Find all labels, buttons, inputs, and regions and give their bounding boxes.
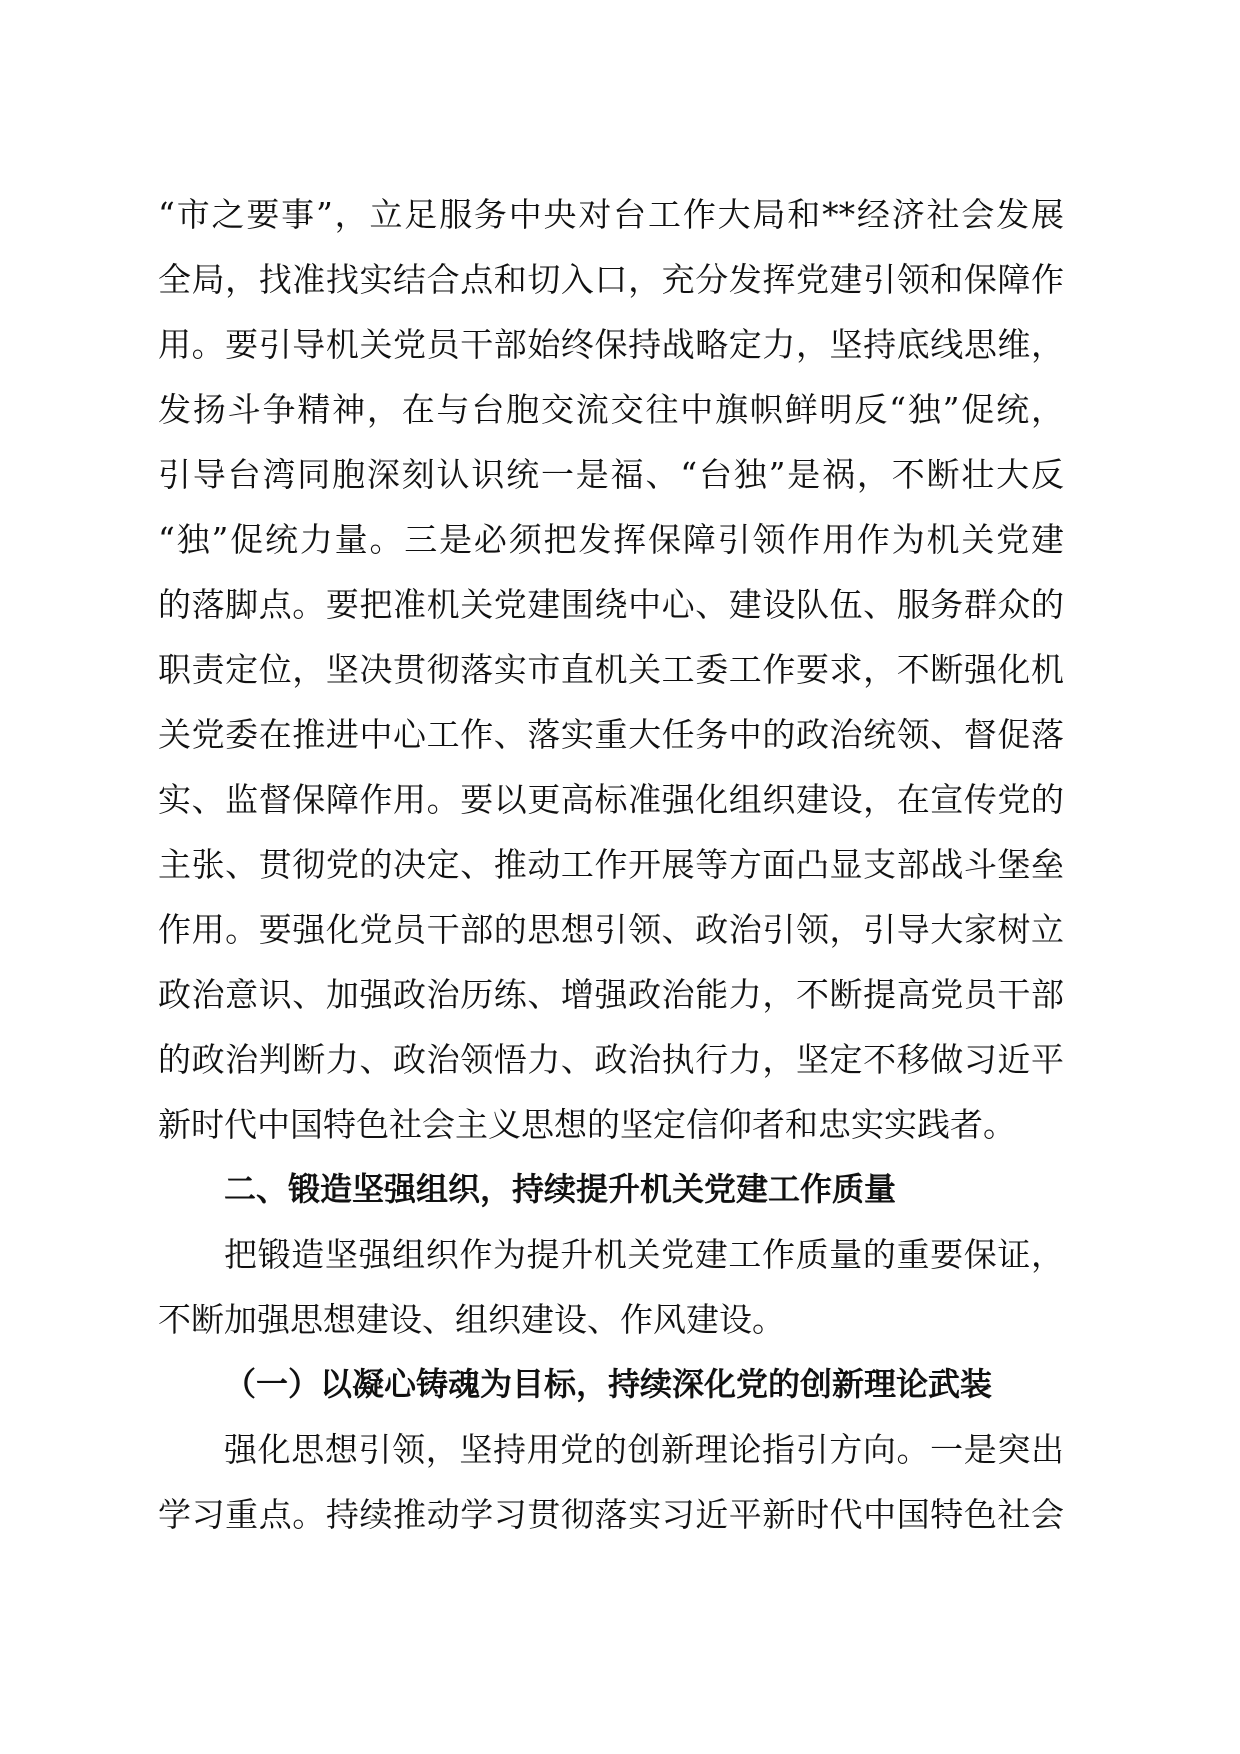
- text-line: 实、监督保障作用。要以更高标准强化组织建设，在宣传党的: [158, 780, 1064, 819]
- text-line: 强化思想引领，坚持用党的创新理论指引方向。一是突出: [224, 1430, 1064, 1469]
- text-line: 政治意识、加强政治历练、增强政治能力，不断提高党员干部: [158, 975, 1064, 1014]
- subsection-heading: （一）以凝心铸魂为目标，持续深化党的创新理论武装: [224, 1365, 993, 1403]
- text-line: 的政治判断力、政治领悟力、政治执行力，坚定不移做习近平: [158, 1040, 1064, 1079]
- paragraph-2: [158, 1222, 1064, 1352]
- text-line: 的落脚点。要把准机关党建围绕中心、建设队伍、服务群众的: [158, 585, 1064, 624]
- text-line: “独”促统力量。三是必须把发挥保障引领作用作为机关党建: [158, 520, 1064, 559]
- document-body: [158, 182, 1064, 1547]
- text-line: 引导台湾同胞深刻认识统一是福、“台独”是祸，不断壮大反: [158, 455, 1064, 494]
- text-line: 主张、贯彻党的决定、推动工作开展等方面凸显支部战斗堡垒: [158, 845, 1064, 884]
- text-line: “市之要事”，立足服务中央对台工作大局和**经济社会发展: [158, 195, 1064, 234]
- text-line: 关党委在推进中心工作、落实重大任务中的政治统领、督促落: [158, 715, 1064, 754]
- text-line: 职责定位，坚决贯彻落实市直机关工委工作要求，不断强化机: [158, 650, 1064, 689]
- text-line: 学习重点。持续推动学习贯彻落实习近平新时代中国特色社会: [158, 1495, 1064, 1534]
- text-line: 全局，找准找实结合点和切入口，充分发挥党建引领和保障作: [158, 260, 1064, 299]
- text-line: 作用。要强化党员干部的思想引领、政治引领，引导大家树立: [158, 910, 1064, 949]
- paragraph-3: [158, 1417, 1064, 1547]
- text-line: 不断加强思想建设、组织建设、作风建设。: [158, 1300, 785, 1339]
- text-line: 发扬斗争精神，在与台胞交流交往中旗帜鲜明反“独”促统，: [158, 390, 1064, 429]
- paragraph-1: [158, 182, 1064, 1157]
- text-line: 用。要引导机关党员干部始终保持战略定力，坚持底线思维，: [158, 325, 1064, 364]
- text-line: 新时代中国特色社会主义思想的坚定信仰者和忠实实践者。: [158, 1105, 1016, 1144]
- section-heading: 二、锻造坚强组织，持续提升机关党建工作质量: [224, 1170, 897, 1208]
- text-line: 把锻造坚强组织作为提升机关党建工作质量的重要保证，: [224, 1235, 1064, 1274]
